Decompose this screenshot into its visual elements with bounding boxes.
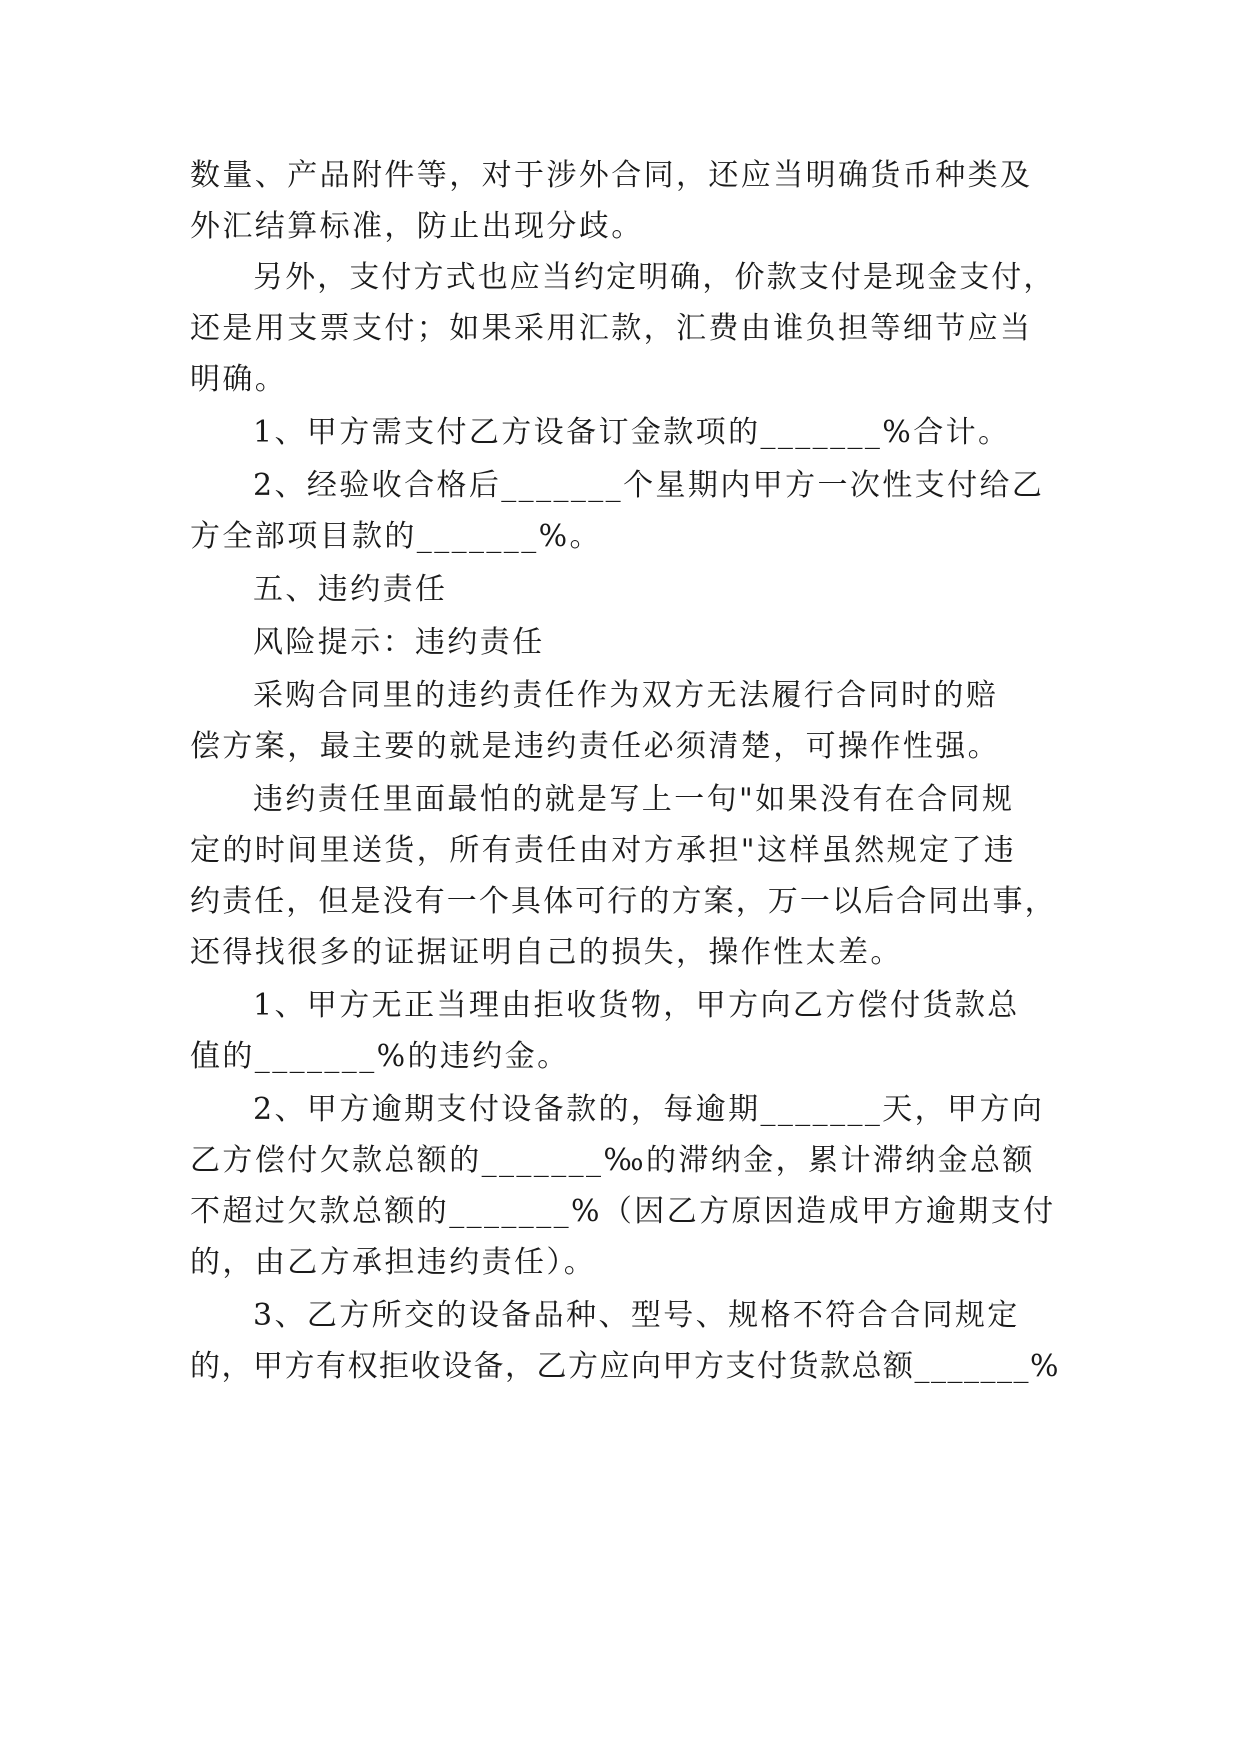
document-line: 值的_______%的违约金。 (190, 1039, 570, 1074)
document-line: 定的时间里送货，所有责任由对方承担"这样虽然规定了违 (190, 833, 1017, 868)
document-line: 明确。 (190, 362, 288, 397)
document-line: 1、甲方需支付乙方设备订金款项的_______%合计。 (253, 415, 1011, 450)
document-line: 采购合同里的违约责任作为双方无法履行合同时的赔 (253, 678, 999, 713)
document-line: 数量、产品附件等，对于涉外合同，还应当明确货币种类及 (190, 158, 1033, 193)
document-line: 不超过欠款总额的_______%（因乙方原因造成甲方逾期支付 (190, 1194, 1056, 1229)
document-line: 约责任，但是没有一个具体可行的方案，万一以后合同出事， (190, 884, 1057, 919)
document-line: 的，由乙方承担违约责任）。 (190, 1245, 597, 1280)
document-line: 2、经验收合格后_______个星期内甲方一次性支付给乙 (253, 468, 1045, 503)
document-line: 还是用支票支付；如果采用汇款，汇费由谁负担等细节应当 (190, 311, 1033, 346)
document-line: 2、甲方逾期支付设备款的，每逾期_______天，甲方向 (253, 1092, 1045, 1127)
document-line: 风险提示：违约责任 (253, 625, 545, 660)
document-line: 1、甲方无正当理由拒收货物，甲方向乙方偿付货款总 (253, 988, 1020, 1023)
document-line: 3、乙方所交的设备品种、型号、规格不符合合同规定 (253, 1298, 1020, 1333)
document-line: 还得找很多的证据证明自己的损失，操作性太差。 (190, 935, 903, 970)
document-line: 的，甲方有权拒收设备，乙方应向甲方支付货款总额_______% (190, 1349, 1061, 1384)
document-line: 另外，支付方式也应当约定明确，价款支付是现金支付， (253, 260, 1056, 295)
document-line: 偿方案，最主要的就是违约责任必须清楚，可操作性强。 (190, 729, 1000, 764)
document-line: 外汇结算标准，防止出现分歧。 (190, 209, 644, 244)
document-line: 五、违约责任 (253, 572, 448, 607)
document-line: 方全部项目款的_______%。 (190, 519, 602, 554)
document-line: 乙方偿付欠款总额的_______‰的滞纳金，累计滞纳金总额 (190, 1143, 1035, 1178)
document-line: 违约责任里面最怕的就是写上一句"如果没有在合同规 (253, 782, 1015, 817)
